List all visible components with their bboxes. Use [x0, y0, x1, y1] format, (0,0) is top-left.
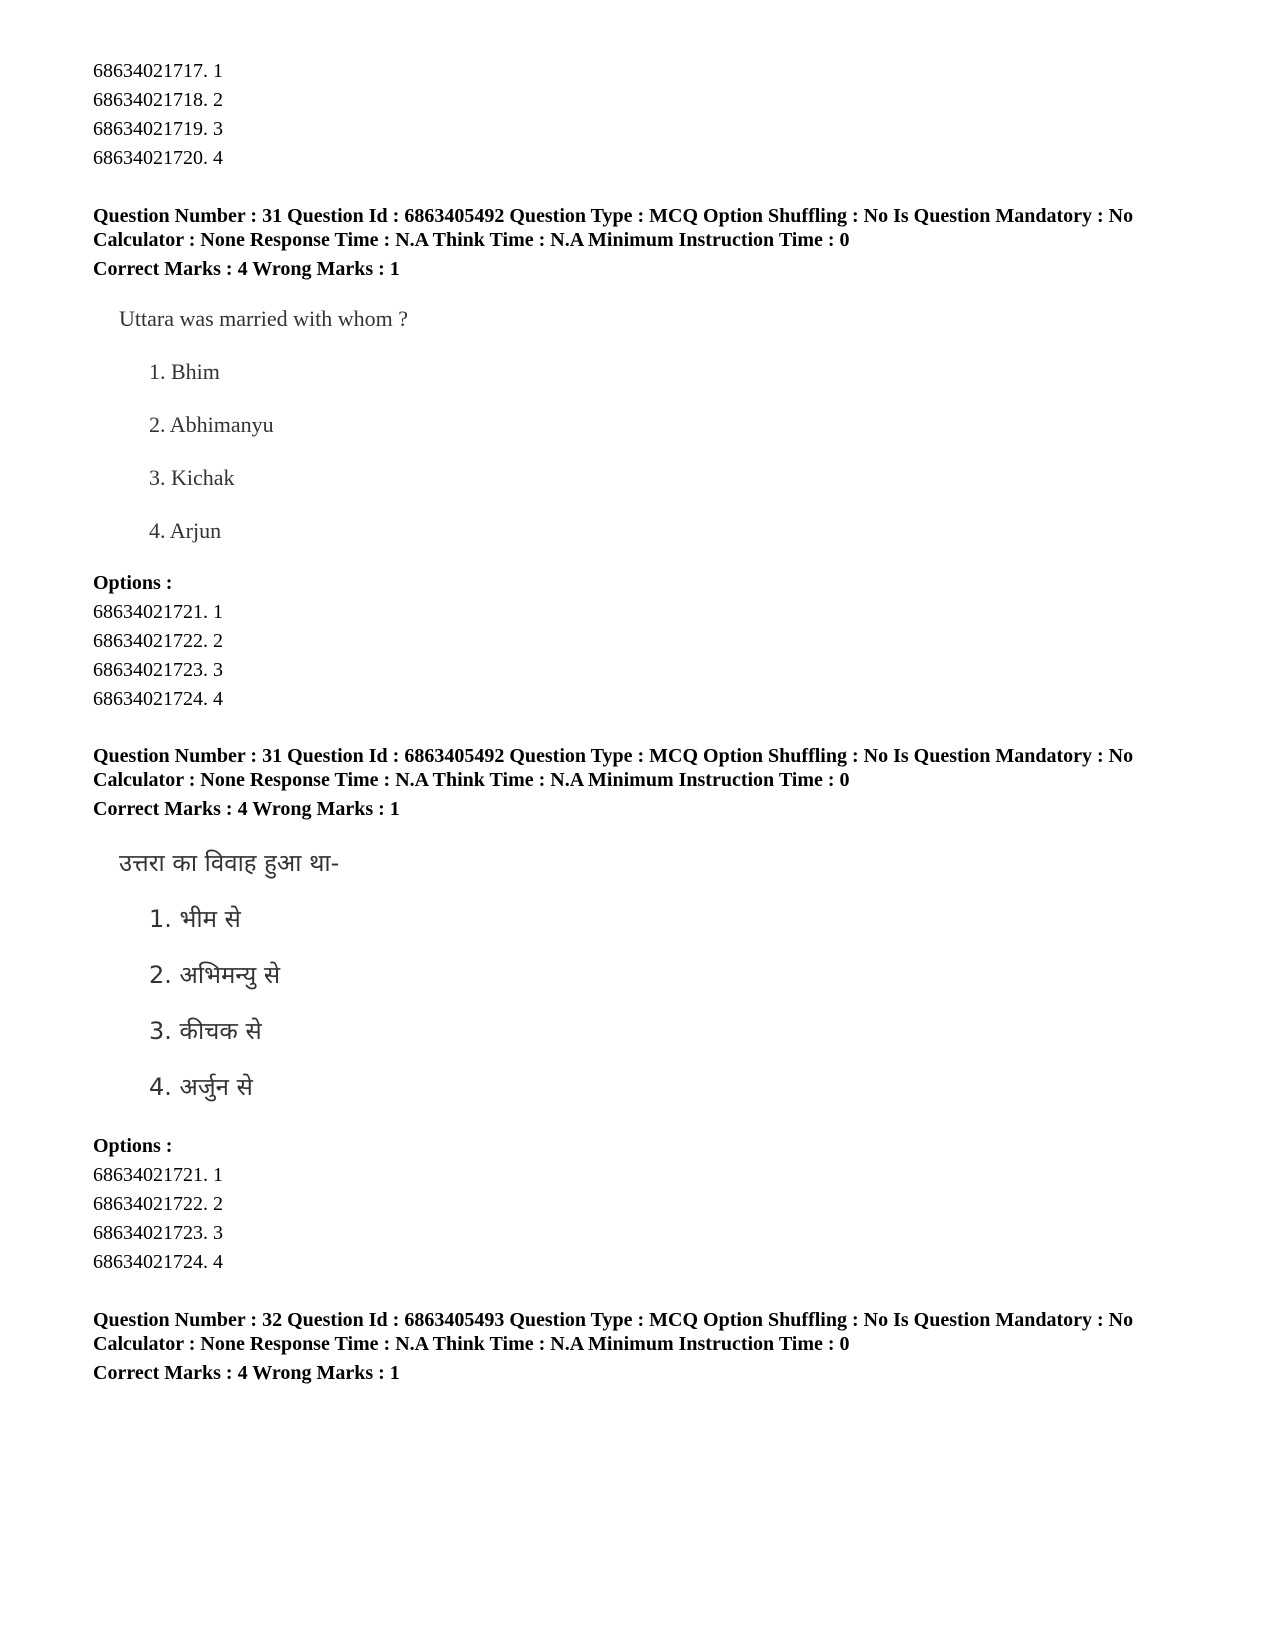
option-line: 68634021724. 4 [93, 688, 223, 710]
option-line: 68634021721. 1 [93, 601, 223, 623]
question-choice: 4. अर्जुन से [149, 1073, 253, 1101]
option-line: 68634021722. 2 [93, 630, 223, 652]
options-label: Options : [93, 572, 173, 594]
option-line: 68634021723. 3 [93, 1222, 223, 1244]
question-meta: Question Number : 32 Question Id : 6863405493 Question Type : MCQ Option Shuffling : No Is Question Mandatory : No Calculator : None Response Time : N.A Think Time : N.A Minimum Instruction Time : 0 [93, 1309, 1134, 1355]
options-label: Options : [93, 1135, 173, 1157]
question-choice: 1. Bhim [149, 359, 220, 384]
question-text: Uttara was married with whom ? [119, 306, 408, 331]
question-31-hi-body [119, 850, 339, 1100]
question-31-hi-header [93, 745, 1223, 821]
question-text: उत्तरा का विवाह हुआ था- [119, 849, 340, 877]
question-32-header [93, 1309, 1223, 1385]
question-marks: Correct Marks : 4 Wrong Marks : 1 [93, 798, 400, 820]
option-line: 68634021721. 1 [93, 1164, 223, 1186]
question-31-en-body [119, 306, 408, 544]
question-marks: Correct Marks : 4 Wrong Marks : 1 [93, 1362, 400, 1384]
question-choice: 4. Arjun [149, 518, 222, 543]
option-line: 68634021722. 2 [93, 1193, 223, 1215]
question-choice: 1. भीम से [149, 905, 241, 933]
question-choice: 2. Abhimanyu [149, 412, 274, 437]
previous-options-list [93, 57, 1223, 173]
question-meta: Question Number : 31 Question Id : 6863405492 Question Type : MCQ Option Shuffling : No Is Question Mandatory : No Calculator : None Response Time : N.A Think Time : N.A Minimum Instruction Time : 0 [93, 745, 1134, 791]
question-31-hi-options [93, 1132, 1223, 1277]
option-line: 68634021720. 4 [93, 147, 223, 169]
question-31-en-header [93, 205, 1223, 281]
question-choice: 3. कीचक से [149, 1017, 262, 1045]
question-choice: 2. अभिमन्यु से [149, 961, 281, 989]
option-line: 68634021719. 3 [93, 118, 223, 140]
option-line: 68634021717. 1 [93, 60, 223, 82]
question-meta: Question Number : 31 Question Id : 6863405492 Question Type : MCQ Option Shuffling : No Is Question Mandatory : No Calculator : None Response Time : N.A Think Time : N.A Minimum Instruction Time : 0 [93, 205, 1134, 251]
question-choice: 3. Kichak [149, 465, 235, 490]
question-marks: Correct Marks : 4 Wrong Marks : 1 [93, 258, 400, 280]
option-line: 68634021718. 2 [93, 89, 223, 111]
question-31-en-options [93, 569, 1223, 714]
option-line: 68634021723. 3 [93, 659, 223, 681]
option-line: 68634021724. 4 [93, 1251, 223, 1273]
